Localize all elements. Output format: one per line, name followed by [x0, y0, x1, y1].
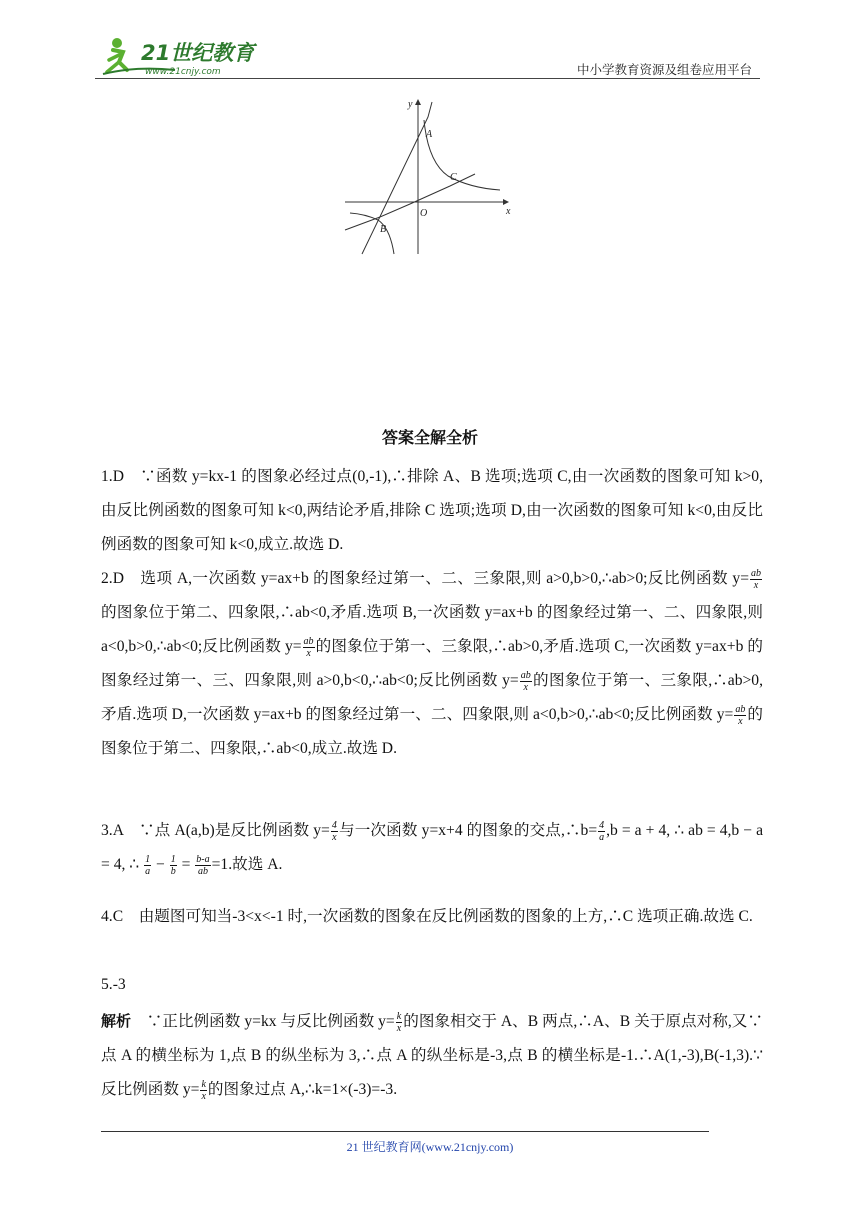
platform-name: 中小学教育资源及组卷应用平台: [576, 63, 752, 77]
fraction: $\frac{ab}{x}$: [735, 703, 746, 727]
section-title: 答案全解全析: [381, 428, 478, 447]
fraction: $\frac{1}{b}$: [170, 853, 176, 877]
footer-divider: [101, 1131, 709, 1132]
x-axis-label: x: [506, 206, 511, 217]
fraction: $\frac{1}{a}$: [145, 853, 151, 877]
fraction: $\frac{ab}{x}$: [303, 635, 314, 659]
point-b-label: B: [380, 224, 387, 235]
fraction: $\frac{k}{x}$: [396, 1010, 402, 1034]
analysis-label: 解析: [101, 1012, 132, 1030]
answer-5-number: 5.-3: [101, 976, 126, 993]
point-a-label: A: [426, 129, 433, 140]
fraction: $\frac{k}{x}$: [201, 1078, 206, 1102]
answer-4: 4.C 由题图可知当-3<x<-1 时,一次函数的图象在反比例函数的图象的上方,∴C 选项正确.故选 C.: [101, 908, 753, 925]
answer-3: 3.A ∵点 A(a,b)是反比例函数 y= $\frac{4}{x}$ 与一次函数 y=x+4 的图象的交点,∴b= $\frac{4}{a}$ ,b = a + 4, ∴ ab = 4,b − a = 4, ∴ $\frac{1}{a}$ − $\frac{1}{b}$ = $\frac{b-a}{ab}$ =1.故选 A.: [101, 819, 763, 877]
logo-url: www.21cnjy.com: [145, 67, 221, 77]
answer-2: 2.D 选项 A,一次函数 y=ax+b 的图象经过第一、二、三象限,则 a>0,b>0,∴ab>0;反比例函数 y= $\frac{ab}{x}$ 的图象位于第二、四象限,∴ab<0,矛盾.选项 B,一次函数 y=ax+b 的图象经过第一、二、四象限,则 a<0,b>0,∴ab<0;反比例函数 y= $\frac{ab}{x}$ 的图象位于第一、三象限,∴ab>0,矛盾.选项 C,一次函数 y=ax+b 的图象经过第一、三、四象限,则 a>0,b<0,∴ab<0;反比例函数 y= $\frac{ab}{x}$ 的图象位于第一、三象限,∴ab>0,矛盾.选项 D,一次函数 y=ax+b 的图象经过第一、二、四象限,则 a<0,b>0,∴ab<0;反比例函数 y= $\frac{ab}{x}$ 的图象位于第二、四象限,∴ab<0,成立.故选 D.: [101, 567, 763, 757]
logo-text: 21世纪教育: [141, 41, 255, 65]
function-graph: [340, 92, 520, 262]
line-ab: [362, 102, 432, 254]
fraction: $\frac{4}{x}$: [331, 819, 337, 843]
point-c-label: C: [450, 172, 457, 183]
fraction: $\frac{b-a}{ab}$: [196, 853, 210, 877]
logo-21cnjy: [95, 30, 265, 80]
y-axis-label: y: [408, 99, 413, 110]
fraction: $\frac{ab}{x}$: [520, 669, 531, 693]
origin-label: O: [420, 208, 428, 219]
fraction: $\frac{ab}{x}$: [751, 567, 761, 591]
fraction: $\frac{4}{a}$: [599, 819, 605, 843]
answer-1: 1.D ∵函数 y=kx-1 的图象必经过点(0,-1),∴排除 A、B 选项;选项 C,由一次函数的图象可知 k>0,由反比例函数的图象可知 k<0,两结论矛盾,排除 C 选项;选项 D,由一次函数的图象可知 k<0,由反比例函数的图象可知 k<0,成立.故选 D.: [101, 468, 763, 553]
header-divider: [95, 78, 760, 79]
page-header: [95, 30, 760, 82]
hyperbola-branch-1: [424, 120, 500, 190]
answer-5-analysis: 解析 ∵正比例函数 y=kx 与反比例函数 y= $\frac{k}{x}$ 的图象相交于 A、B 两点,∴A、B 关于原点对称,又∵点 A 的横坐标为 1,点 B 的纵坐标为 3,∴点 A 的纵坐标是-3,点 B 的横坐标是-1.∴A(1,-3),B(-1,3).∵反比例函数 y= $\frac{k}{x}$ 的图象过点 A,∴k=1×(-3)=-3.: [101, 1010, 763, 1102]
footer-link[interactable]: 21 世纪教育网(www.21cnjy.com): [346, 1140, 514, 1154]
